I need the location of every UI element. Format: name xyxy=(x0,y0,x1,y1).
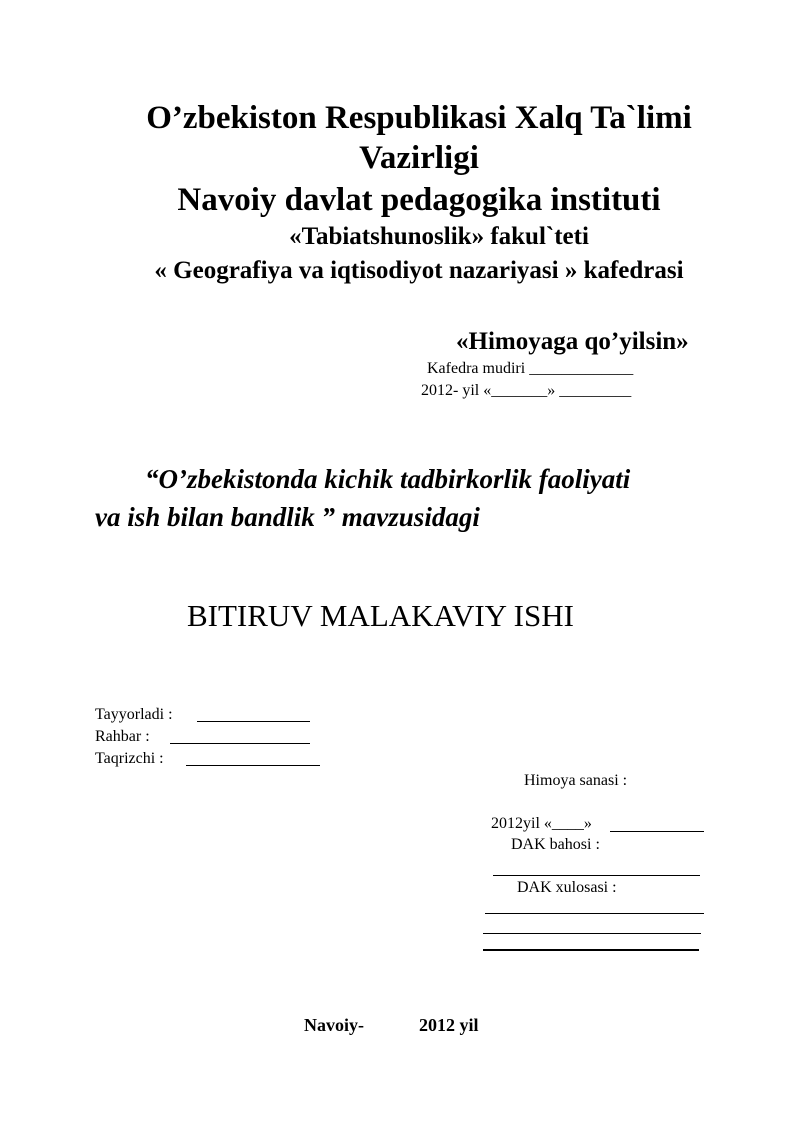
reviewer-blank xyxy=(186,765,320,766)
conclusion-blank-3 xyxy=(483,949,699,951)
topic-line-1: “O’zbekistonda kichik tadbirkorlik faoliyati xyxy=(145,464,631,494)
grade-label: DAK bahosi : xyxy=(511,836,600,853)
reviewer-label: Taqrizchi : xyxy=(95,750,164,767)
conclusion-label: DAK xulosasi : xyxy=(517,879,617,896)
approval-day-blank: _______ xyxy=(491,382,548,399)
supervisor-blank xyxy=(170,743,310,744)
supervisor-label: Rahbar : xyxy=(95,728,150,745)
approval-year-label: 2012- yil « xyxy=(421,382,492,399)
defense-month-blank xyxy=(610,831,704,832)
department-head-blank: _____________ xyxy=(529,360,634,377)
conclusion-blank-1 xyxy=(485,913,704,914)
department-head-text: Kafedra mudiri xyxy=(427,360,526,377)
approval-quote: » xyxy=(547,382,556,399)
approval-title: «Himoyaga qo’yilsin» xyxy=(456,328,689,355)
ministry-title-cont: Vazirligi xyxy=(359,140,479,176)
approval-date xyxy=(421,382,631,400)
defense-date-label: Himoya sanasi : xyxy=(524,772,628,789)
thesis-title: BITIRUV MALAKAVIY ISHI xyxy=(187,598,574,633)
ministry-title: O’zbekiston Respublikasi Xalq Ta`limi xyxy=(146,100,692,136)
department-name: « Geografiya va iqtisodiyot nazariyasi » kafedrasi xyxy=(154,257,684,284)
institute-name: Navoiy davlat pedagogika instituti xyxy=(177,182,661,218)
footer-city: Navoiy- xyxy=(304,1015,364,1035)
department-head-label xyxy=(427,360,633,378)
prepared-by-blank xyxy=(197,721,310,722)
prepared-by-label: Tayyorladi : xyxy=(95,706,173,723)
faculty-name: «Tabiatshunoslik» fakul`teti xyxy=(289,223,589,250)
footer-year: 2012 yil xyxy=(419,1015,479,1035)
grade-blank xyxy=(493,875,700,876)
approval-month-blank: _________ xyxy=(559,382,632,399)
defense-date-value: 2012yil «____» xyxy=(491,815,592,832)
conclusion-blank-2 xyxy=(483,933,701,934)
topic-line-2: va ish bilan bandlik ” mavzusidagi xyxy=(95,502,480,532)
